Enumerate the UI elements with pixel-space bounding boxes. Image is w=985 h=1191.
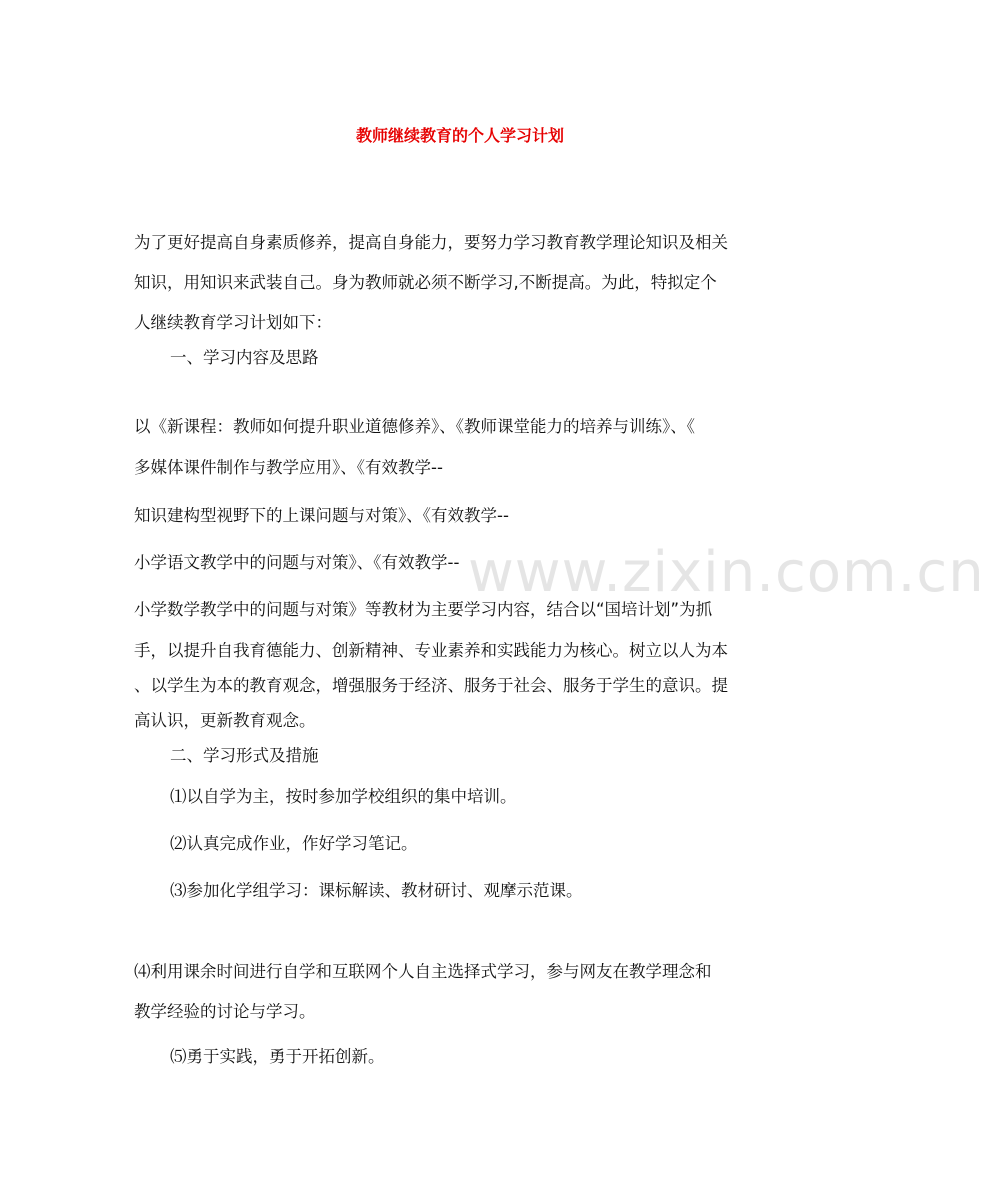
- document-title: 教师继续教育的个人学习计划: [355, 126, 564, 145]
- measure-4-line-2: 教学经验的讨论与学习。: [134, 1002, 316, 1021]
- intro-line-1: 为了更好提高自身素质修养，提高自身能力，要努力学习教育教学理论知识及相关: [134, 233, 728, 252]
- section-1-line-4: 小学语文教学中的问题与对策》、《有效教学--: [134, 553, 460, 572]
- section-1-heading: 一、学习内容及思路: [170, 348, 319, 367]
- section-1-line-6: 手，以提升自我育德能力、创新精神、专业素养和实践能力为核心。树立以人为本: [134, 641, 728, 660]
- measure-2: ⑵认真完成作业，作好学习笔记。: [170, 834, 418, 853]
- measure-5: ⑸勇于实践，勇于开拓创新。: [170, 1047, 385, 1066]
- measure-4-line-1: ⑷利用课余时间进行自学和互联网个人自主选择式学习，参与网友在教学理念和: [134, 962, 712, 981]
- section-1-line-1: 以《新课程：教师如何提升职业道德修养》、《教师课堂能力的培养与训练》、《: [134, 417, 695, 436]
- section-1-line-8: 高认识，更新教育观念。: [134, 711, 316, 730]
- watermark: www.zixin.com.cn: [468, 540, 985, 605]
- measure-3: ⑶参加化学组学习：课标解读、教材研讨、观摩示范课。: [170, 881, 583, 900]
- section-1-line-2: 多媒体课件制作与教学应用》、《有效教学--: [134, 458, 443, 477]
- section-1-line-3: 知识建构型视野下的上课问题与对策》、《有效教学--: [134, 506, 509, 525]
- intro-line-3: 人继续教育学习计划如下：: [134, 313, 332, 332]
- section-1-line-7: 、以学生为本的教育观念，增强服务于经济、服务于社会、服务于学生的意识。提: [134, 676, 728, 695]
- intro-line-2: 知识，用知识来武装自己。身为教师就必须不断学习,不断提高。为此，特拟定个: [134, 273, 717, 292]
- section-2-heading: 二、学习形式及措施: [170, 746, 319, 765]
- measure-1: ⑴以自学为主，按时参加学校组织的集中培训。: [170, 787, 517, 806]
- section-1-line-5: 小学数学教学中的问题与对策》等教材为主要学习内容，结合以“国培计划”为抓: [134, 600, 713, 619]
